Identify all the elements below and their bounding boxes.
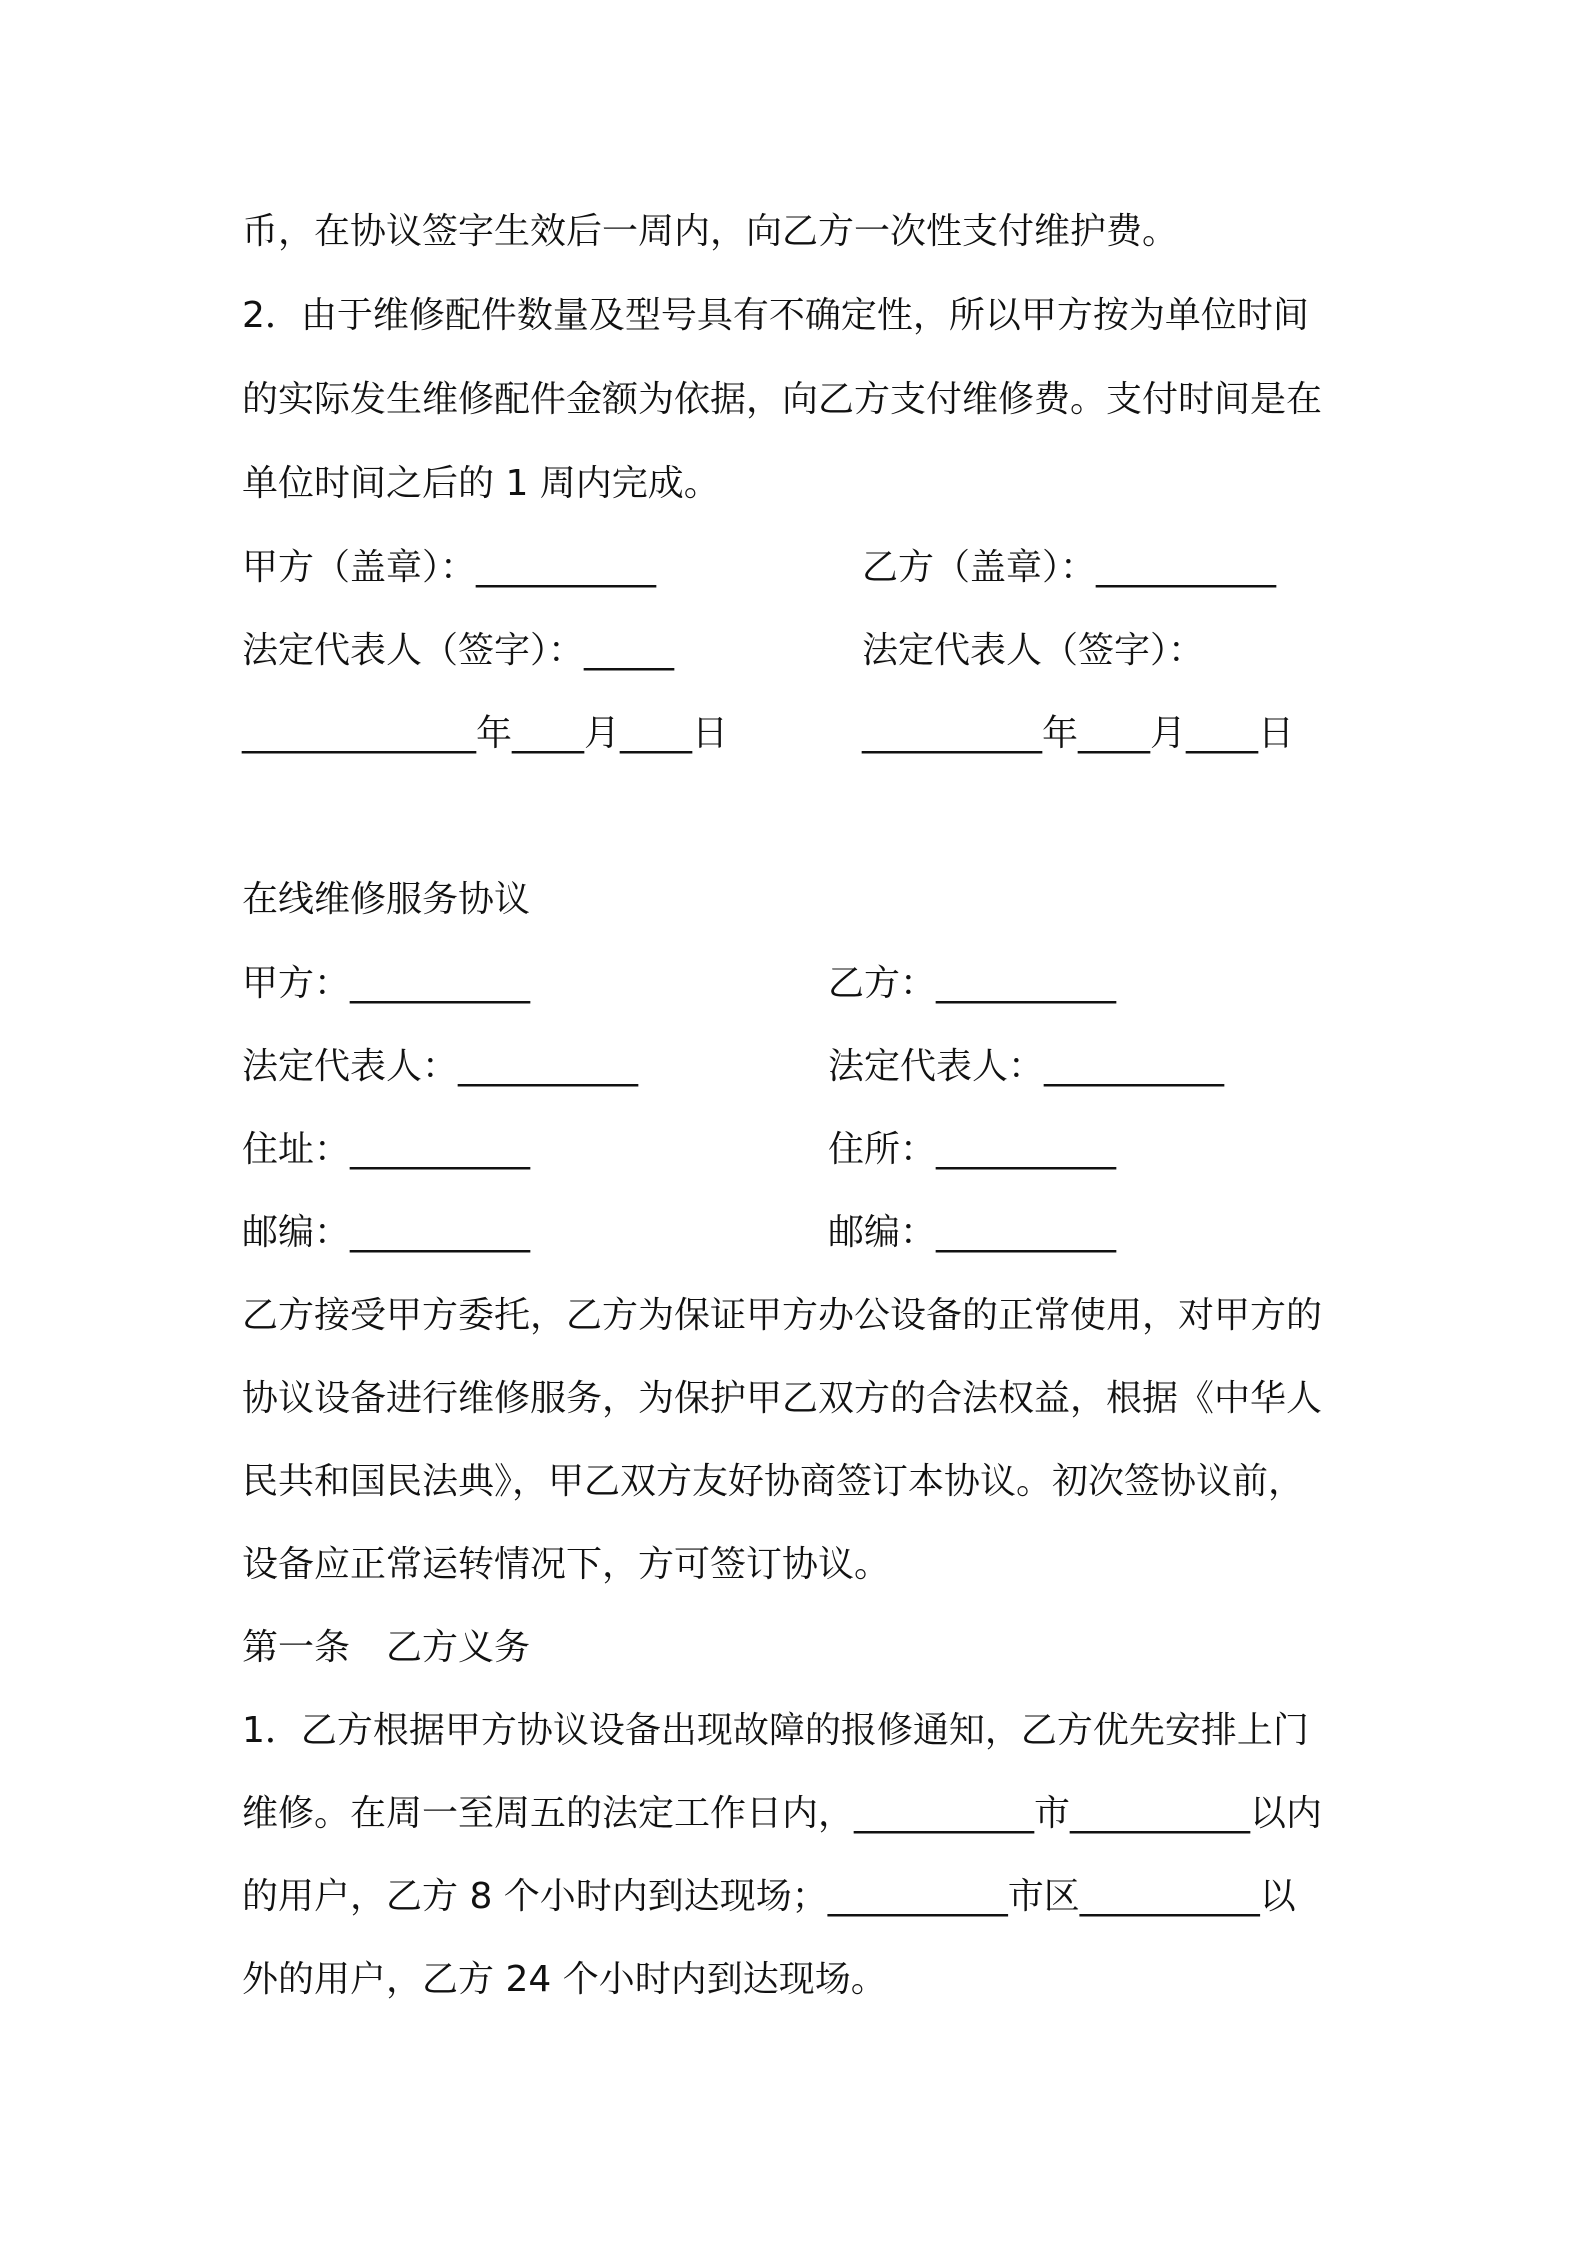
- party-b-representative-field: 法定代表人：__________: [828, 1046, 1225, 1087]
- party-b-date: __________年____月____日: [862, 713, 1294, 754]
- party-b-address-field: 住所：__________: [828, 1129, 1117, 1170]
- party-b-representative-signature: 法定代表人（签字）：: [862, 630, 1205, 671]
- preamble-line: 乙方接受甲方委托，乙方为保证甲方办公设备的正常使用，对甲方的: [242, 1295, 1323, 1336]
- article-heading: 第一条 乙方义务: [242, 1627, 531, 1668]
- party-a-postcode-field: 邮编：__________: [242, 1212, 531, 1253]
- agreement-title: 在线维修服务协议: [242, 879, 531, 920]
- preamble-line: 协议设备进行维修服务，为保护甲乙双方的合法权益，根据《中华人: [242, 1378, 1323, 1419]
- party-a-representative-signature: 法定代表人（签字）：_____: [242, 630, 675, 671]
- paragraph-line: 币，在协议签字生效后一周内，向乙方一次性支付维护费。: [242, 211, 1179, 252]
- preamble-line: 民共和国民法典》，甲乙双方友好协商签订本协议。初次签协议前，: [242, 1461, 1305, 1502]
- clause-line: 维修。在周一至周五的法定工作日内，__________市__________以内: [242, 1793, 1323, 1834]
- paragraph-line: 2．由于维修配件数量及型号具有不确定性，所以甲方按为单位时间: [242, 295, 1309, 336]
- party-b-postcode-field: 邮编：__________: [828, 1212, 1117, 1253]
- paragraph-line: 的实际发生维修配件金额为依据，向乙方支付维修费。支付时间是在: [242, 379, 1323, 420]
- clause-line: 的用户，乙方 8 个小时内到达现场；__________市区__________以: [242, 1876, 1296, 1917]
- party-b-seal-field: 乙方（盖章）：__________: [862, 547, 1277, 588]
- paragraph-line: 单位时间之后的 1 周内完成。: [242, 463, 720, 504]
- party-a-seal-field: 甲方（盖章）：__________: [242, 547, 657, 588]
- preamble-line: 设备应正常运转情况下，方可签订协议。: [242, 1544, 891, 1585]
- party-a-address-field: 住址：__________: [242, 1129, 531, 1170]
- clause-line: 1．乙方根据甲方协议设备出现故障的报修通知，乙方优先安排上门: [242, 1710, 1309, 1751]
- party-b-field: 乙方：__________: [828, 963, 1117, 1004]
- party-a-date: _____________年____月____日: [242, 713, 728, 754]
- party-a-representative-field: 法定代表人：__________: [242, 1046, 639, 1087]
- clause-line: 外的用户，乙方 24 个小时内到达现场。: [242, 1959, 887, 2000]
- party-a-field: 甲方：__________: [242, 963, 531, 1004]
